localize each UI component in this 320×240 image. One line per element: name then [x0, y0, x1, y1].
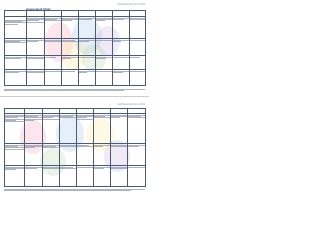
- page1-row: [5, 55, 146, 70]
- table-cell: [96, 17, 113, 39]
- text-line: [113, 41, 121, 42]
- table-cell: [130, 17, 146, 39]
- table-cell: [62, 55, 79, 70]
- text-line: [5, 72, 18, 73]
- table-cell: [96, 38, 113, 55]
- text-line: [130, 71, 144, 72]
- table-cell: [45, 70, 62, 86]
- text-line: [5, 58, 20, 59]
- table-cell: [5, 70, 27, 86]
- page1-row-label: [5, 17, 27, 39]
- table-cell: [77, 144, 94, 166]
- table-cell: [43, 114, 60, 144]
- text-line: [5, 149, 23, 150]
- text-line: [43, 147, 58, 148]
- text-line: [5, 121, 23, 122]
- page2-col-0: Self Management: [5, 109, 25, 114]
- table-cell: [113, 38, 130, 55]
- text-line: [130, 19, 144, 20]
- page1-header: Self Reporting Form 2012: [117, 3, 145, 6]
- document-page: [0, 0, 149, 198]
- text-line: [113, 19, 124, 20]
- table-cell: [77, 114, 94, 144]
- text-line: [96, 58, 105, 59]
- table-cell: [113, 55, 130, 70]
- table-cell: [27, 17, 45, 39]
- table-cell: [27, 70, 45, 86]
- table-cell: [5, 114, 25, 144]
- text-line: [5, 24, 17, 25]
- text-line: [111, 146, 126, 147]
- table-cell: [62, 70, 79, 86]
- text-line: [27, 41, 38, 42]
- table-cell: [5, 38, 27, 55]
- table-cell: [45, 38, 62, 55]
- text-line: [96, 20, 104, 21]
- text-line: [43, 119, 58, 120]
- table-cell: [45, 17, 62, 39]
- text-line: [94, 168, 104, 169]
- text-line: [79, 41, 88, 42]
- text-line: [96, 71, 111, 72]
- page2-col-1: Responsibility: [25, 109, 43, 114]
- page2-header: Self Reporting Form 2012: [117, 103, 145, 106]
- text-line: [94, 117, 109, 118]
- table-cell: [43, 144, 60, 166]
- page1-title: Assessment Chart: [26, 6, 51, 11]
- table-cell: [96, 70, 113, 86]
- table-cell: [94, 114, 111, 144]
- table-cell: [113, 17, 130, 39]
- table-cell: [111, 114, 128, 144]
- page2-footnote: [4, 188, 145, 191]
- table-cell: [5, 166, 25, 187]
- table-cell: [128, 166, 146, 187]
- text-line: [77, 119, 92, 120]
- table-cell: [43, 166, 60, 187]
- page1-row-label-text: Plan: [5, 17, 9, 19]
- text-line: [27, 22, 43, 23]
- text-line: [79, 72, 87, 73]
- text-line: [4, 90, 124, 91]
- page1-row: [5, 17, 146, 39]
- text-line: [25, 147, 35, 148]
- page1-assessment-table: [4, 10, 146, 86]
- text-line: [128, 167, 144, 168]
- page2-row: [5, 114, 146, 144]
- table-cell: [79, 70, 96, 86]
- text-line: [62, 41, 77, 42]
- text-line: [113, 57, 128, 58]
- table-cell: [94, 144, 111, 166]
- text-line: [60, 146, 75, 147]
- table-cell: [128, 144, 146, 166]
- text-line: [60, 117, 75, 118]
- table-cell: [60, 144, 77, 166]
- text-line: [96, 40, 111, 41]
- text-line: [43, 168, 58, 169]
- page1-row: [5, 70, 146, 86]
- table-cell: [25, 166, 43, 187]
- page1-footnote: [4, 88, 145, 91]
- table-cell: [5, 55, 27, 70]
- text-line: [45, 71, 60, 72]
- page2-row: [5, 166, 146, 187]
- table-cell: [113, 70, 130, 86]
- text-line: [25, 120, 34, 121]
- table-cell: [79, 17, 96, 39]
- table-cell: [77, 166, 94, 187]
- text-line: [77, 146, 92, 147]
- text-line: [62, 58, 70, 59]
- text-line: [94, 146, 102, 147]
- table-cell: [27, 55, 45, 70]
- text-line: [27, 72, 43, 73]
- table-cell: [130, 55, 146, 70]
- table-cell: [128, 114, 146, 144]
- text-line: [60, 168, 75, 169]
- text-line: [45, 20, 60, 21]
- table-cell: [5, 144, 25, 166]
- text-line: [4, 190, 131, 191]
- text-line: [45, 57, 56, 58]
- table-cell: [111, 166, 128, 187]
- text-line: [79, 57, 94, 58]
- table-cell: [60, 114, 77, 144]
- table-cell: [25, 144, 43, 166]
- text-line: [62, 20, 71, 21]
- table-cell: [130, 70, 146, 86]
- page-separator: [0, 96, 149, 97]
- text-line: [77, 167, 92, 168]
- text-line: [111, 168, 126, 169]
- text-line: [111, 117, 119, 118]
- text-line: [45, 41, 60, 42]
- table-cell: [62, 17, 79, 39]
- text-line: [113, 72, 122, 73]
- table-cell: [79, 38, 96, 55]
- text-line: [130, 57, 140, 58]
- text-line: [128, 117, 144, 118]
- text-line: [128, 146, 139, 147]
- table-cell: [94, 166, 111, 187]
- text-line: [130, 40, 144, 41]
- page1-row: [5, 38, 146, 55]
- text-line: [62, 71, 74, 72]
- table-cell: [130, 38, 146, 55]
- table-cell: [111, 144, 128, 166]
- text-line: [5, 42, 25, 43]
- table-cell: [27, 38, 45, 55]
- page2-row: [5, 144, 146, 166]
- text-line: [5, 169, 16, 170]
- table-cell: [79, 55, 96, 70]
- table-cell: [25, 114, 43, 144]
- table-cell: [45, 55, 62, 70]
- table-cell: [60, 166, 77, 187]
- table-cell: [62, 38, 79, 55]
- table-cell: [96, 55, 113, 70]
- text-line: [25, 168, 36, 169]
- page2-assessment-table: [4, 108, 146, 187]
- text-line: [79, 19, 91, 20]
- text-line: [27, 58, 43, 59]
